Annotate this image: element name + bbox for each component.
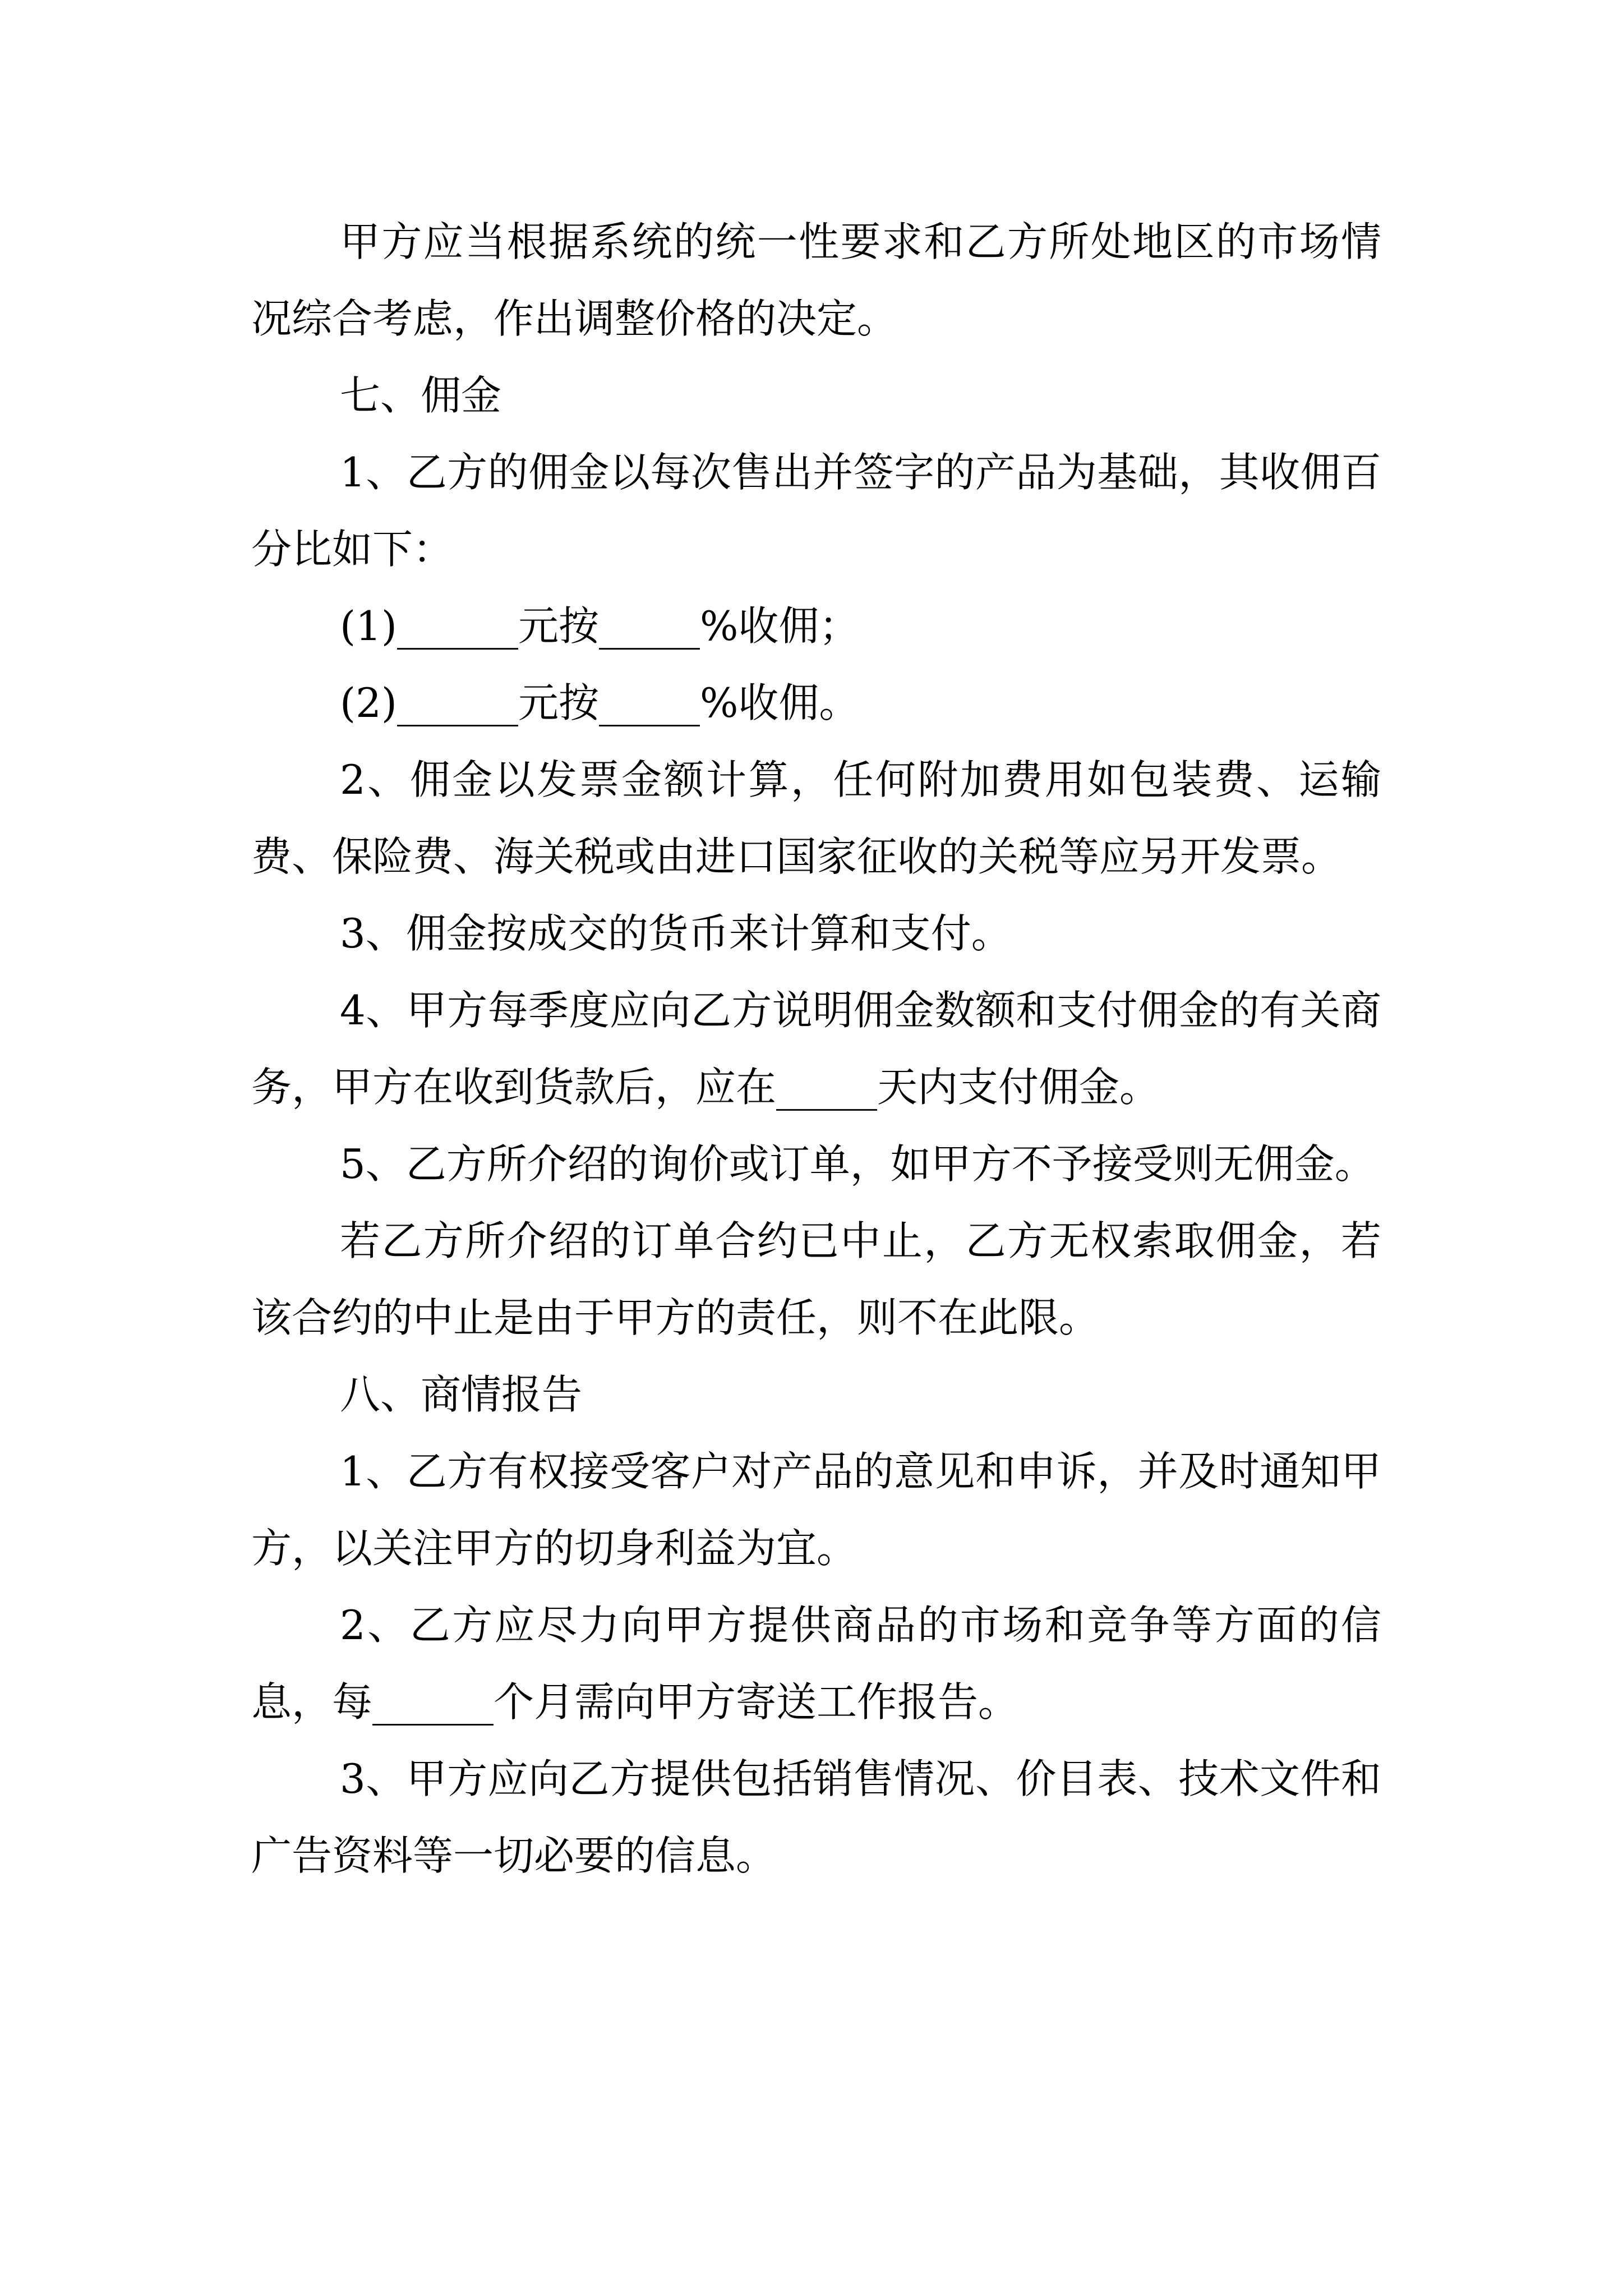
document-page [251, 204, 1381, 1894]
paragraph-rejected-orders: 5、乙方所介绍的询价或订单，如甲方不予接受则无佣金。 [340, 1140, 1375, 1188]
paragraph-market-information: 2、乙方应尽力向甲方提供商品的市场和竞争等方面的信息，每______个月需向甲方寄送工作报告。 [251, 1602, 1381, 1726]
paragraph-quarterly-statement: 4、甲方每季度应向乙方说明佣金数额和支付佣金的有关商务，甲方在收到货款后，应在_____天内支付佣金。 [251, 987, 1381, 1111]
paragraph-customer-feedback: 1、乙方有权接受客户对产品的意见和申诉，并及时通知甲方，以关注甲方的切身利益为宜。 [251, 1448, 1381, 1572]
section-heading-market-report: 八、商情报告 [340, 1371, 583, 1418]
commission-rate-item-2: (2)______元按_____%收佣。 [340, 679, 860, 726]
paragraph-price-adjustment: 甲方应当根据系统的统一性要求和乙方所处地区的市场情况综合考虑，作出调整价格的决定。 [251, 218, 1381, 342]
paragraph-invoice-calculation: 2、佣金以发票金额计算，任何附加费用如包装费、运输费、保险费、海关税或由进口国家征收的关税等应另开发票。 [251, 756, 1381, 880]
commission-rate-item-1: (1)______元按_____%收佣； [340, 602, 860, 650]
paragraph-commission-basis: 1、乙方的佣金以每次售出并签字的产品为基础，其收佣百分比如下： [251, 449, 1381, 573]
paragraph-terminated-contract: 若乙方所介绍的订单合约已中止，乙方无权索取佣金，若该合约的中止是由于甲方的责任，则不在此限。 [251, 1217, 1381, 1341]
paragraph-currency: 3、佣金按成交的货币来计算和支付。 [340, 910, 1012, 957]
paragraph-necessary-information: 3、甲方应向乙方提供包括销售情况、价目表、技术文件和广告资料等一切必要的信息。 [251, 1755, 1381, 1879]
section-heading-commission: 七、佣金 [340, 372, 502, 419]
